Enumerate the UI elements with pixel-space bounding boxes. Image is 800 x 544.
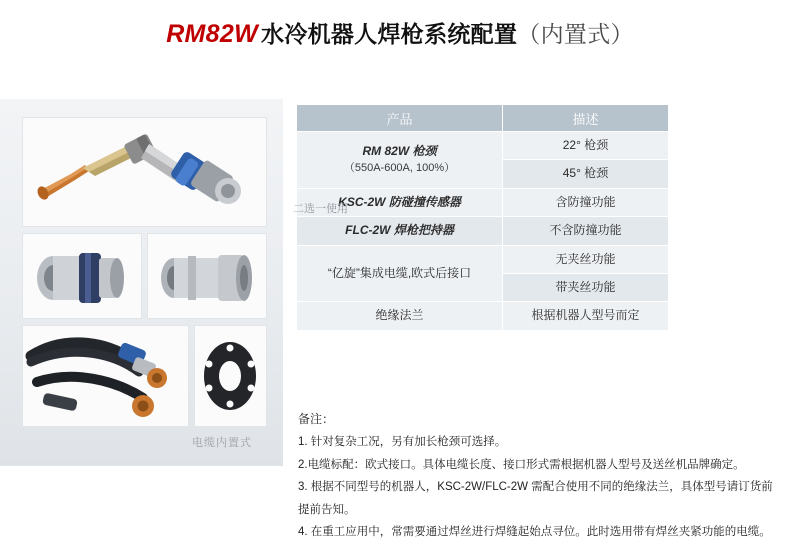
notes-section [298, 408, 784, 544]
description-cell: 带夹丝功能 [503, 273, 669, 301]
torch-coupler-photo [22, 233, 142, 319]
page-header [0, 0, 800, 64]
product-cell-ksc2w [293, 188, 503, 216]
table-header-row [297, 105, 669, 132]
spec-table-area [293, 104, 662, 331]
description-cell: 45° 枪颈 [503, 160, 669, 188]
table-header-description: 描述 [503, 105, 669, 132]
product-cell-torch-neck [297, 132, 503, 189]
page-title-main: 水冷机器人焊枪系统配置 [260, 20, 518, 47]
table-row [297, 217, 669, 245]
product-name: “亿旋”集成电缆,欧式后接口 [327, 265, 472, 280]
insulation-flange-photo [194, 325, 267, 427]
product-cell-cable [297, 245, 503, 302]
bent-torch-neck-photo [22, 117, 267, 227]
table-row [297, 245, 669, 273]
product-cell-flange [297, 302, 503, 330]
note-line-3: 3. 根据不同型号的机器人，KSC-2W/FLC-2W 需配合使用不同的绝缘法兰，具体型号请订货前提前告知。 [298, 481, 773, 516]
integrated-cable-photo [22, 325, 189, 427]
torch-mount-photo [147, 233, 267, 319]
page-title-paren: （内置式） [517, 20, 634, 47]
choose-one-label: 二选一使用 [293, 202, 348, 215]
content-area [0, 64, 800, 539]
table-row [297, 132, 669, 160]
notes-heading: 备注： [298, 412, 335, 426]
photo-caption: 电缆内置式 [192, 437, 252, 449]
product-subtext: （550A-600A, 100%） [343, 161, 456, 174]
product-name: KSC-2W 防碰撞传感器 [338, 194, 461, 209]
product-name: 绝缘法兰 [375, 308, 424, 323]
page-title-model: RM82W [166, 19, 258, 48]
description-cell: 无夹丝功能 [503, 245, 669, 273]
table-row [297, 188, 669, 216]
note-line-2: 2.电缆标配：欧式接口。具体电缆长度、接口形式需根据机器人型号及送丝机品牌确定。 [298, 458, 745, 471]
table-row [297, 302, 669, 330]
product-photo-panel [0, 99, 283, 466]
product-name: FLC-2W 焊枪把持器 [345, 223, 454, 238]
description-cell: 含防撞功能 [503, 188, 669, 216]
note-line-1: 1. 针对复杂工况，另有加长枪颈可选择。 [298, 436, 507, 449]
photo-grid [22, 117, 265, 427]
spec-table [293, 104, 669, 331]
description-cell: 不含防撞功能 [503, 217, 669, 245]
product-cell-flc2w [297, 217, 503, 245]
page-title [166, 16, 634, 49]
table-header-product: 产品 [297, 105, 503, 132]
description-cell: 22° 枪颈 [503, 132, 669, 160]
product-name: RM 82W 枪颈 [362, 144, 437, 159]
description-cell: 根据机器人型号而定 [503, 302, 669, 330]
note-line-4: 4. 在重工应用中，常需要通过焊丝进行焊缝起始点寻位。此时选用带有焊丝夹紧功能的电缆。 [298, 526, 771, 539]
